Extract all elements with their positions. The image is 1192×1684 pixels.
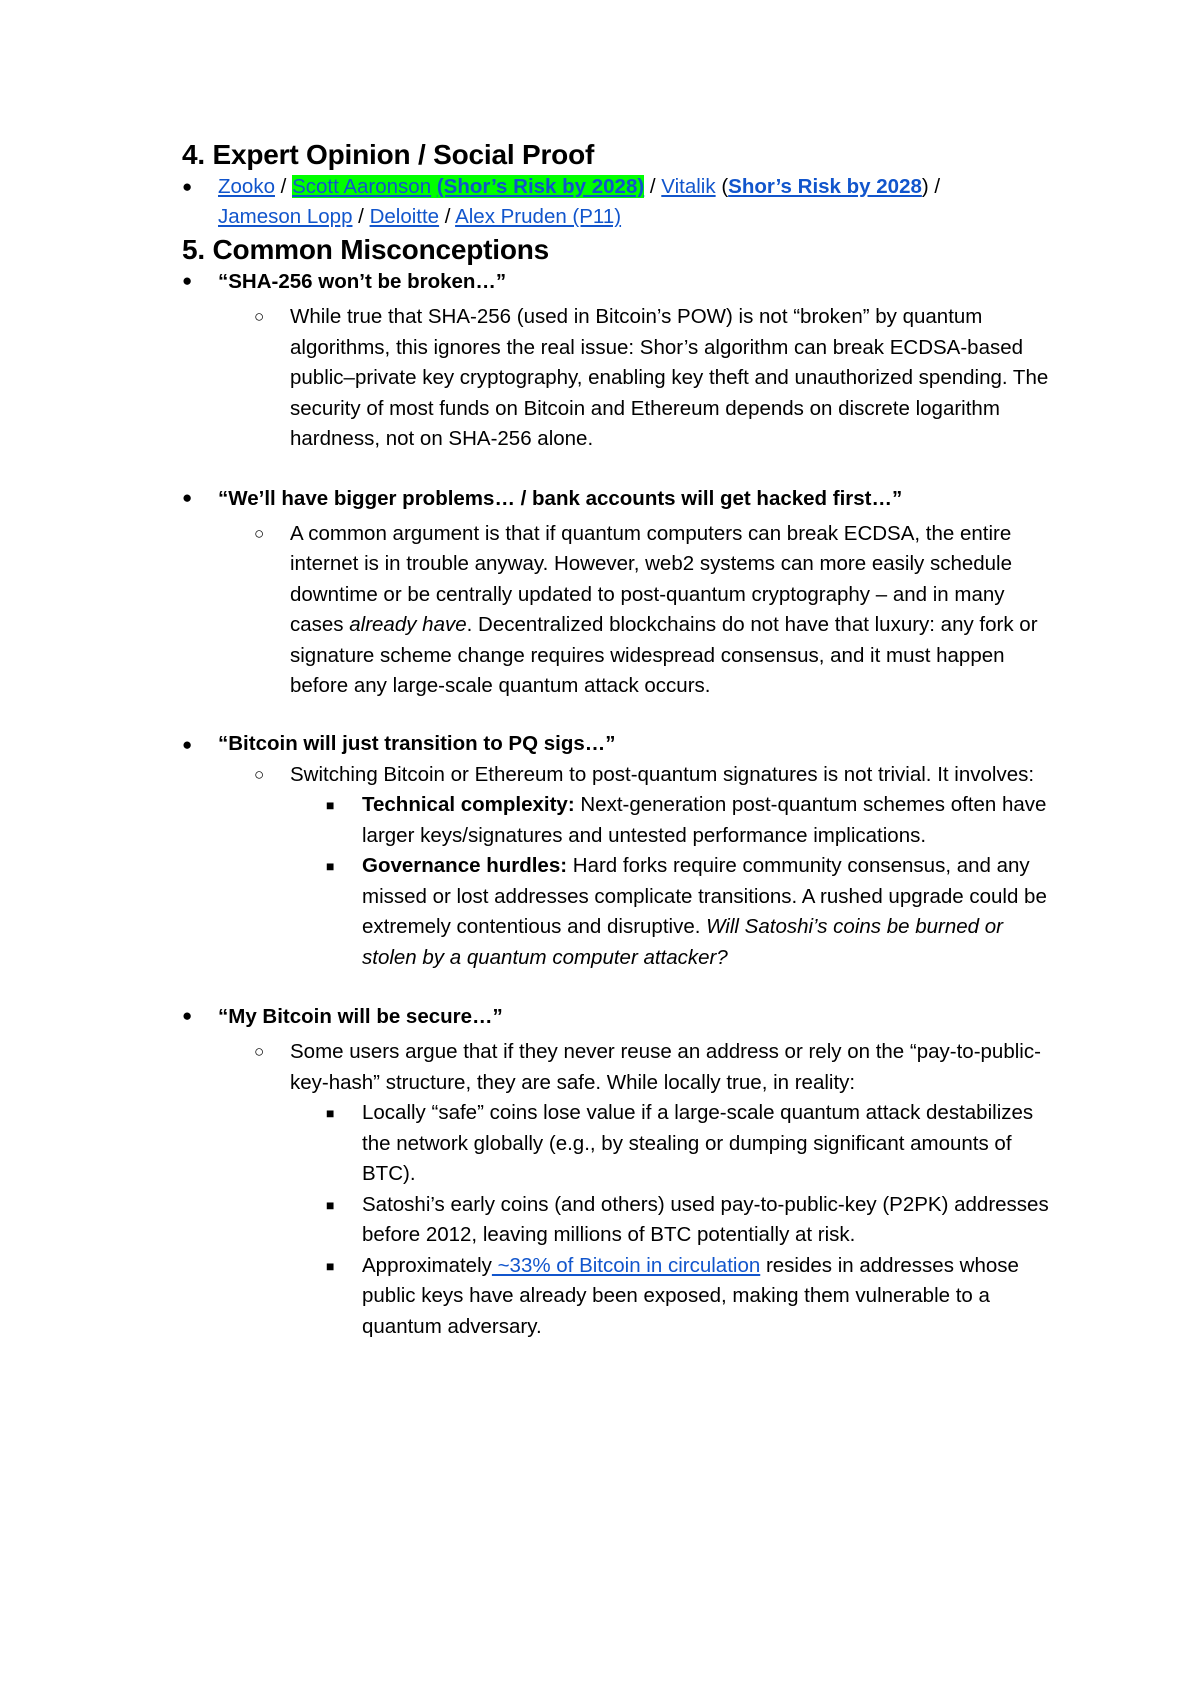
misconception-sublist <box>218 760 1062 974</box>
sub-item-text: While true that SHA-256 (used in Bitcoin’s POW) is not “broken” by quantum algorithms, this ignores the real issue: Shor’s algorithm can break ECDSA-based public–private key cryptography, enabling key theft and unauthorized spending. The security of most funds on Bitcoin and Ethereum depends on discrete logarithm hardness, not on SHA-256 alone. <box>290 305 1049 451</box>
bullet-disc: ● <box>182 1006 193 1026</box>
text-segment: Next-generation post-quantum schemes often have larger keys/signatures and untested performance implications. <box>362 793 1047 847</box>
bullet-disc: ● <box>182 176 193 196</box>
misconception-item <box>182 1001 1062 1342</box>
text-italic: Will Satoshi’s coins be burned or stolen by a quantum computer attacker? <box>362 915 1003 969</box>
document-content <box>182 138 1062 1370</box>
separator: / <box>644 174 662 198</box>
link-deloitte[interactable]: Deloitte <box>369 205 440 229</box>
sub-item-text <box>290 519 1062 702</box>
sub-sub-item-text: Satoshi’s early coins (and others) used pay-to-public-key (P2PK) addresses before 2012, leaving millions of BTC potentially at risk. <box>362 1192 1049 1247</box>
text-bold-label: Technical complexity: <box>362 793 575 817</box>
bullet-square: ■ <box>326 1196 335 1213</box>
sub-sub-item <box>326 1098 1062 1190</box>
link-bitcoin-circulation[interactable]: ~33% of Bitcoin in circulation <box>491 1253 761 1277</box>
link-alex-pruden[interactable]: Alex Pruden (P11) <box>455 205 622 229</box>
sub-item <box>254 519 1062 702</box>
link-zooko[interactable]: Zooko <box>218 174 275 198</box>
bullet-disc: ● <box>182 487 193 507</box>
sub-sub-item <box>326 790 1062 851</box>
sub-sub-item-text <box>362 1251 1062 1343</box>
text-segment: A common argument is that if quantum computers can break ECDSA, the entire internet is in trouble anyway. However, web2 systems can more easily schedule downtime or be centrally updated to post-quantum cryptography – and in many cases <box>290 521 1013 637</box>
misconception-sublist <box>218 302 1062 455</box>
bullet-circle: ○ <box>254 764 265 784</box>
separator: / <box>352 205 370 229</box>
text-segment: resides in addresses whose public keys have already been exposed, making them vulnerable to a quantum adversary. <box>362 1253 1019 1338</box>
separator: / <box>274 174 293 198</box>
text-bold-label: Governance hurdles: <box>362 854 568 878</box>
misconception-item <box>182 266 1062 455</box>
misconception-title: “My Bitcoin will be secure…” <box>218 1005 503 1029</box>
bullet-circle: ○ <box>254 1042 265 1062</box>
misconception-sublist <box>218 519 1062 702</box>
misconceptions-list <box>182 266 1062 1342</box>
bullet-circle: ○ <box>254 307 265 327</box>
misconception-title: “We’ll have bigger problems… / bank accounts will get hacked first…” <box>218 486 903 510</box>
sub-item <box>254 302 1062 455</box>
misconception-title: “SHA-256 won’t be broken…” <box>218 270 507 294</box>
bullet-square: ■ <box>326 797 335 814</box>
sub-sub-item <box>326 851 1062 973</box>
misconception-sublist <box>218 1037 1062 1342</box>
sub-sub-item-text <box>362 851 1062 973</box>
text-segment: Approximately <box>362 1253 492 1277</box>
bullet-circle: ○ <box>254 523 265 543</box>
bullet-square: ■ <box>326 858 335 875</box>
text-segment: . Decentralized blockchains do not have that luxury: any fork or signature scheme change requires widespread consensus, and it must happen before any large-scale quantum attack occurs. <box>290 613 1038 698</box>
social-proof-item <box>182 172 1062 233</box>
paren-close: ) / <box>921 174 941 198</box>
sub-item <box>254 760 1062 974</box>
text-segment: Hard forks require community consensus, and any missed or lost addresses complicate transitions. A rushed upgrade could be extremely contentious and disruptive. <box>362 854 1047 939</box>
social-proof-links <box>218 172 1062 233</box>
bullet-square: ■ <box>326 1105 335 1122</box>
sub-sublist <box>290 1098 1062 1342</box>
sub-sub-item <box>326 1251 1062 1343</box>
highlight-aaronson <box>292 175 644 198</box>
misconception-item <box>182 730 1062 974</box>
sub-item-text: Some users argue that if they never reuse an address or rely on the “pay-to-public-key-hash” structure, they are safe. While locally true, in reality: <box>290 1040 1041 1094</box>
link-aaronson-risk[interactable]: (Shor’s Risk by 2028) <box>436 174 645 198</box>
misconception-item <box>182 483 1062 702</box>
sub-item <box>254 1037 1062 1342</box>
sub-sub-item-text: Locally “safe” coins lose value if a large-scale quantum attack destabilizes the network globally (e.g., by stealing or dumping significant amounts of BTC). <box>362 1101 1034 1186</box>
bullet-disc: ● <box>182 271 193 291</box>
sub-sub-item <box>326 1190 1062 1251</box>
sub-sub-item-text <box>362 790 1062 851</box>
sub-item-text: Switching Bitcoin or Ethereum to post-quantum signatures is not trivial. It involves: <box>290 762 1035 786</box>
link-vitalik[interactable]: Vitalik <box>661 174 716 198</box>
bullet-square: ■ <box>326 1257 335 1274</box>
separator: / <box>439 205 456 229</box>
link-jameson-lopp[interactable]: Jameson Lopp <box>218 205 353 229</box>
paren-open: ( <box>715 174 729 198</box>
link-scott-aaronson[interactable]: Scott Aaronson <box>292 174 432 198</box>
section-5-heading: 5. Common Misconceptions <box>182 233 550 265</box>
social-proof-list <box>182 172 1062 233</box>
text-italic: already have <box>349 613 467 637</box>
misconception-title: “Bitcoin will just transition to PQ sigs…” <box>218 731 616 755</box>
section-4-heading: 4. Expert Opinion / Social Proof <box>182 139 595 170</box>
bullet-disc: ● <box>182 734 193 754</box>
sub-sublist <box>290 790 1062 973</box>
link-vitalik-risk[interactable]: Shor’s Risk by 2028 <box>728 174 922 198</box>
